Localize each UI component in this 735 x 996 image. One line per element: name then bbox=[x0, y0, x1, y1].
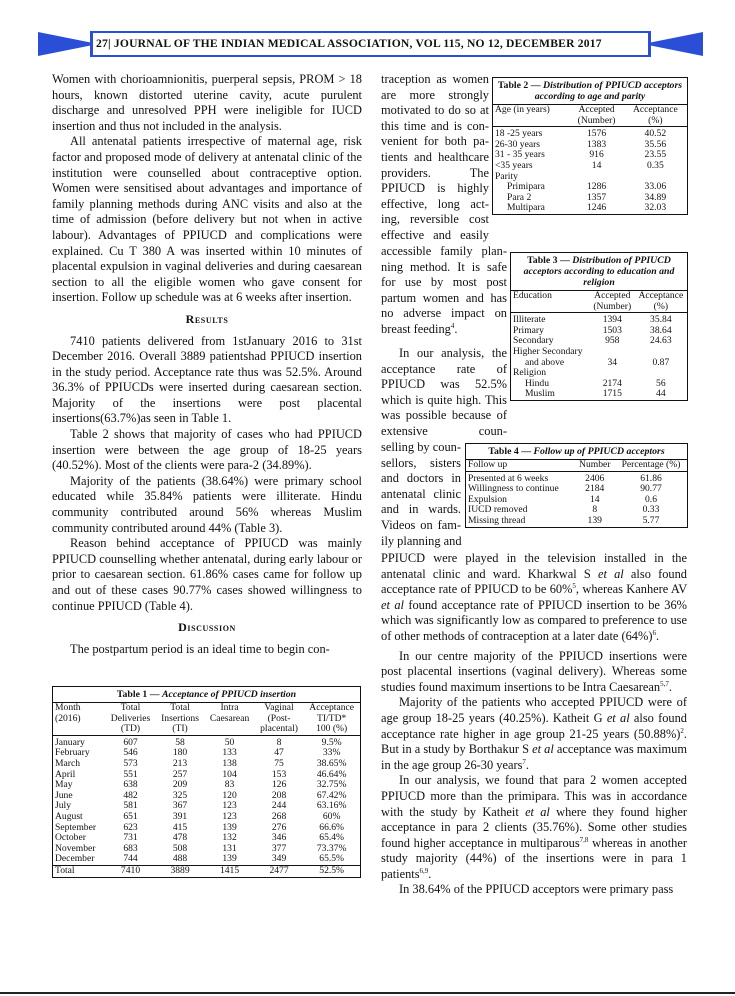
text-line: traception as women bbox=[381, 72, 489, 86]
table-cell: 349 bbox=[255, 854, 304, 865]
text-line: and doctors in bbox=[381, 471, 461, 486]
table-row bbox=[53, 801, 360, 812]
table-cell: April bbox=[55, 768, 76, 780]
text-line: ning method. It is safe bbox=[381, 259, 507, 274]
table-cell: IUCD removed bbox=[468, 504, 528, 516]
table-cell: September bbox=[55, 821, 97, 833]
text-line: PPIUCD is highly bbox=[381, 181, 489, 196]
table-cell: Primary bbox=[513, 324, 544, 336]
table-cell: 638 bbox=[123, 779, 138, 791]
table-header-row bbox=[53, 714, 360, 725]
table-cell: 1286 bbox=[586, 181, 607, 193]
table-cell: 551 bbox=[123, 768, 138, 780]
paragraph-results-4: Reason behind acceptance of PPIUCD was mainly PPIUCD counselling whether antenatal, during early labour or prior to caesarean section. 61.86% cases came for follow up and out of these cases 90.77% cases showed willingness to continue PPIUCD (Table 4). bbox=[52, 536, 362, 613]
table-4-grid bbox=[466, 460, 687, 527]
table-4 bbox=[465, 443, 688, 528]
table-row bbox=[53, 812, 360, 823]
table-header-cell: (Number) bbox=[590, 302, 635, 313]
text-line: Videos on fam- bbox=[381, 517, 461, 532]
right-column-body bbox=[381, 551, 687, 898]
text-line: motivated to do so at bbox=[381, 103, 489, 118]
table-cell: 40.52 bbox=[644, 128, 667, 140]
table-cell: Total bbox=[55, 864, 75, 876]
left-column bbox=[52, 72, 362, 657]
text-line: In our analysis, the bbox=[399, 346, 507, 360]
paragraph-discussion-start: The postpartum period is an ideal time to begin con- bbox=[70, 641, 330, 656]
table-cell: 33% bbox=[322, 747, 341, 759]
table-1-grid bbox=[53, 703, 360, 877]
table-cell: 34.89 bbox=[644, 191, 667, 203]
table-cell: June bbox=[55, 789, 73, 801]
table-4-number: Table 4 — bbox=[488, 446, 532, 457]
text-line: sellors, sisters bbox=[381, 455, 461, 470]
right-arrow-decoration bbox=[643, 32, 703, 56]
table-cell: 32.03 bbox=[644, 202, 667, 214]
table-cell: 546 bbox=[123, 747, 138, 759]
text-line: providers. The bbox=[381, 165, 489, 180]
table-cell: August bbox=[55, 810, 83, 822]
table-header-cell bbox=[511, 302, 590, 313]
table-cell: 47 bbox=[274, 747, 284, 759]
table-cell: 35.84 bbox=[650, 314, 672, 326]
paragraph-age-group: Majority of the patients who accepted PPIUCD were of age group 18-25 years (40.25%). Katheit G et al also found acceptance rate higher in age group 21-25 years $(50.88\%)^2$. But in a study by Borthakur S et al acceptance was maximum in the age group 26-30 years$^7$. bbox=[381, 695, 687, 772]
table-header-row bbox=[511, 302, 687, 313]
table-cell: Religion bbox=[513, 367, 547, 379]
table-header-cell: (TI) bbox=[156, 724, 205, 735]
table-cell: 5.77 bbox=[642, 514, 660, 526]
table-cell: 2477 bbox=[269, 864, 289, 876]
journal-title: JOURNAL OF THE INDIAN MEDICAL ASSOCIATION, VOL 115, NO 12, DECEMBER 2017 bbox=[113, 37, 602, 50]
table-header-cell: Accepted bbox=[594, 290, 631, 301]
journal-header bbox=[38, 30, 703, 58]
table-header-cell: Age (in years) bbox=[495, 104, 550, 115]
table-cell: 208 bbox=[271, 789, 287, 801]
table-cell: 24.63 bbox=[650, 335, 672, 347]
text-line: partum women and has bbox=[381, 290, 507, 305]
table-row bbox=[466, 516, 687, 527]
table-header-cell: Percentage (%) bbox=[615, 460, 687, 471]
table-header-cell: (%) bbox=[624, 116, 687, 127]
table-cell: January bbox=[55, 736, 85, 748]
table-cell: 26-30 years bbox=[495, 138, 541, 150]
table-row bbox=[493, 127, 687, 140]
table-cell: 83 bbox=[224, 779, 235, 791]
table-cell: 607 bbox=[123, 736, 138, 748]
table-cell: 1415 bbox=[219, 864, 240, 876]
table-header-cell: Acceptance bbox=[309, 702, 355, 713]
paragraph-centre: In our centre majority of the PPIUCD insertions were post placental insertions (vaginal delivery). Whereas some studies found maximum insertions to be Intra Caesarean$^{5,7}$. bbox=[381, 648, 687, 694]
text-line: antenatal clinic bbox=[381, 486, 461, 501]
text-line: accessible family plan- bbox=[381, 244, 507, 258]
text-fragment: breast feeding bbox=[381, 321, 451, 336]
table-cell: 139 bbox=[222, 821, 237, 833]
table-cell: 7410 bbox=[120, 864, 141, 876]
table-cell: 367 bbox=[172, 800, 188, 812]
table-cell: Multipara bbox=[507, 202, 545, 214]
text-line: ily planning and bbox=[381, 533, 462, 548]
table-cell: and above bbox=[525, 356, 565, 368]
paragraph-videos: PPIUCD were played in the television installed in the antenatal clinic and ward. Kharkwal S et al also found acceptance rate of PPIUCD to be 60%$^5$, whereas Kanhere AV et al found acceptance rate of PPIUCD insertion to be 36% which was significantly low as compared to preference to use of other methods of contraception at a later date $(64\%)^6$. bbox=[381, 551, 688, 643]
table-header-cell: Total bbox=[120, 702, 141, 713]
table-header-cell: placental) bbox=[255, 724, 304, 735]
table-cell: 180 bbox=[172, 747, 188, 759]
table-row bbox=[493, 203, 687, 214]
text-line: for use by most post bbox=[381, 275, 507, 290]
table-cell: 1357 bbox=[586, 191, 607, 203]
text-line: breast feeding$^4$. bbox=[381, 321, 458, 336]
text-line: which is quite high. This bbox=[381, 392, 507, 407]
table-header-row bbox=[466, 460, 687, 471]
table-cell: 46.64% bbox=[316, 768, 347, 780]
table-cell: 744 bbox=[105, 854, 155, 865]
table-cell: Presented at 6 weeks bbox=[468, 472, 549, 484]
table-cell: 153 bbox=[271, 768, 287, 780]
table-cell: 132 bbox=[222, 832, 237, 844]
right-wrap-block-2 bbox=[381, 244, 507, 338]
table-cell: 1715 bbox=[602, 388, 622, 400]
table-cell: 257 bbox=[172, 768, 188, 780]
table-cell: 9.5% bbox=[321, 736, 342, 748]
table-row bbox=[53, 770, 360, 781]
table-cell: 52.5% bbox=[319, 864, 345, 876]
text-line: venient for both pa- bbox=[381, 134, 489, 149]
table-cell: 23.55 bbox=[644, 149, 667, 161]
paragraph-parity: In our analysis, we found that para 2 women accepted PPIUCD more than the primipara. This was in accordance with the study by Katheit et al where they found higher acceptance in para 2 clients (35.76%). Some other studies found higher acceptance in multiparous$^{7,8}$ whereas in another study majority (44%) of the insertions were in para 1 patients$^{6,9}$. bbox=[381, 773, 687, 881]
table-1-title: Acceptance of PPIUCD insertion bbox=[161, 689, 297, 700]
table-2-title: Distribution of PPIUCD acceptors according to age and parity bbox=[534, 80, 683, 102]
table-cell: 8 bbox=[276, 736, 282, 748]
table-cell: October bbox=[55, 832, 86, 844]
text-line: extensive coun- bbox=[381, 423, 507, 438]
table-cell: 18 -25 years bbox=[495, 128, 543, 140]
table-cell: 1503 bbox=[602, 324, 622, 336]
table-cell: 120 bbox=[222, 789, 237, 801]
table-cell: 3889 bbox=[170, 864, 190, 876]
table-cell: 73.37% bbox=[316, 842, 347, 854]
table-header-cell: (Number) bbox=[569, 116, 623, 127]
table-cell: 1576 bbox=[586, 128, 607, 140]
table-cell: 478 bbox=[172, 832, 188, 844]
table-header-cell bbox=[53, 724, 105, 735]
table-header-cell: Number bbox=[574, 460, 615, 471]
table-cell: 209 bbox=[172, 779, 188, 791]
table-3 bbox=[510, 252, 688, 401]
table-header-row bbox=[511, 291, 687, 302]
citation-superscript: 4 bbox=[450, 321, 455, 330]
table-2-grid bbox=[493, 105, 687, 214]
table-cell: 2184 bbox=[585, 483, 605, 495]
table-row bbox=[53, 759, 360, 770]
table-row bbox=[53, 735, 360, 748]
table-cell: July bbox=[55, 800, 71, 812]
table-cell: 1383 bbox=[586, 138, 607, 150]
table-header-cell: Education bbox=[513, 290, 552, 301]
table-header-cell: Accepted bbox=[578, 104, 615, 115]
table-cell: 2174 bbox=[602, 377, 622, 389]
table-header-cell bbox=[493, 116, 569, 127]
table-header-cell: Month bbox=[55, 702, 81, 713]
paragraph-methods: All antenatal patients irrespective of maternal age, risk factor and proposed mode of delivery at antenatal clinic of the institution were counselled about contraceptive option. Women were sensitised about advantages and importance of family planning methods during ANC visits and also at the time of admission (before delivery but not when in active labour). Advantages of PPIUCD and complications were explained. Cu T 380 A was inserted within 10 minutes of placental expulsion in vaginal deliveries and during caesarean section to all the eligible women who gave consent for insertion. Follow up schedule was at 6 weeks after insertion. bbox=[52, 134, 362, 305]
page-bottom-rule bbox=[0, 992, 735, 994]
table-header-cell: (TD) bbox=[105, 724, 155, 735]
table-cell: 683 bbox=[123, 842, 138, 854]
table-cell: Missing thread bbox=[468, 514, 526, 526]
table-row bbox=[53, 791, 360, 802]
table-header-cell: Intra bbox=[220, 702, 239, 713]
table-1-caption bbox=[53, 687, 360, 703]
results-heading: Results bbox=[185, 311, 229, 326]
table-row bbox=[53, 844, 360, 855]
table-cell: 276 bbox=[271, 821, 287, 833]
table-cell: Secondary bbox=[513, 335, 554, 347]
table-header-row bbox=[53, 724, 360, 735]
text-line: this time and is con- bbox=[381, 118, 489, 133]
table-header-row bbox=[493, 105, 687, 116]
table-cell: 573 bbox=[123, 757, 138, 769]
table-cell: 0.87 bbox=[652, 356, 670, 368]
right-wrap-block-4 bbox=[381, 440, 461, 549]
table-cell: 38.65% bbox=[316, 757, 347, 769]
table-cell: Muslim bbox=[525, 388, 555, 400]
table-cell: 66.6% bbox=[319, 821, 345, 833]
text-line: selling by coun- bbox=[381, 440, 461, 454]
table-cell: 623 bbox=[123, 821, 138, 833]
table-cell: 14 bbox=[591, 159, 602, 171]
paragraph-exclusion: Women with chorioamnionitis, puerperal sepsis, PROM > 18 hours, known distorted uterine cavity, acute purulent discharge and unresolved PPH were ineligible for IUCD insertion and thus not included in the analysis. bbox=[52, 72, 362, 133]
table-cell: December bbox=[53, 854, 105, 865]
table-header-cell: TI/TD* bbox=[317, 712, 347, 724]
table-cell: Illiterate bbox=[513, 314, 546, 326]
table-row bbox=[511, 313, 687, 326]
table-cell: May bbox=[55, 779, 73, 791]
table-1 bbox=[52, 686, 361, 878]
table-cell: November bbox=[55, 842, 96, 854]
table-cell: 488 bbox=[156, 854, 205, 865]
table-cell: 38.64 bbox=[650, 324, 672, 336]
table-cell: 90.77 bbox=[640, 483, 662, 495]
table-cell: 377 bbox=[271, 842, 287, 854]
table-3-grid bbox=[511, 291, 687, 400]
table-cell: 8 bbox=[592, 504, 598, 516]
text-line: no adverse impact on bbox=[381, 306, 507, 321]
table-header-cell: Acceptance bbox=[638, 290, 684, 301]
table-cell: 138 bbox=[222, 757, 237, 769]
table-cell: 35.56 bbox=[644, 138, 667, 150]
text-line: PPIUCD was 52.5% bbox=[381, 377, 507, 392]
table-row bbox=[53, 748, 360, 759]
table-row bbox=[511, 347, 687, 358]
table-cell: 63.16% bbox=[316, 800, 347, 812]
table-header-cell: Vaginal bbox=[264, 702, 294, 713]
table-cell: 58 bbox=[175, 736, 185, 748]
table-row bbox=[53, 780, 360, 791]
table-header-cell: (2016) bbox=[55, 712, 81, 724]
table-header-cell: (Post- bbox=[267, 712, 291, 724]
text-line: and in wards. bbox=[381, 502, 461, 517]
table-header-cell: Insertions bbox=[161, 712, 199, 724]
table-2 bbox=[492, 77, 688, 215]
table-cell: 50 bbox=[224, 736, 235, 748]
table-cell: March bbox=[55, 757, 81, 769]
table-header-cell: (%) bbox=[635, 302, 687, 313]
table-cell: 75 bbox=[274, 757, 284, 769]
table-cell bbox=[590, 347, 635, 358]
table-row bbox=[53, 865, 360, 876]
paragraph-results-3: Majority of the patients (38.64%) were primary school educated while 35.84% patients were illiterate. Hindu community contributed around 56% whereas Muslim community contributed around 44% (Table 3). bbox=[52, 473, 362, 535]
table-row bbox=[53, 823, 360, 834]
table-cell: 916 bbox=[589, 149, 604, 161]
table-cell: 325 bbox=[172, 789, 188, 801]
text-line: are more strongly bbox=[381, 87, 489, 102]
table-cell: 56 bbox=[656, 377, 666, 389]
paragraph-results-1: 7410 patients delivered from 1stJanuary 2016 to 31st December 2016. Overall 3889 patientshad PPIUCD insertion in the study period. Acceptance rate thus was 52.5%. Around 36.3% of PPIUCDs were inserted during caesarean section. Majority of the insertions were post placental insertions(63.7%)as seen in Table 1. bbox=[52, 333, 362, 426]
table-cell: 482 bbox=[123, 789, 138, 801]
discussion-heading: Discussion bbox=[178, 620, 236, 635]
table-cell: Parity bbox=[495, 170, 518, 182]
table-cell: 33.06 bbox=[644, 181, 667, 193]
table-cell: 213 bbox=[172, 757, 188, 769]
table-cell: Willingness to continue bbox=[468, 483, 559, 495]
right-wrap-block-3 bbox=[381, 346, 507, 440]
table-cell: 1246 bbox=[586, 202, 607, 214]
paragraph-education: In 38.64% of the PPIUCD acceptors were primary pass bbox=[399, 882, 674, 897]
table-cell: 0.6 bbox=[645, 493, 657, 505]
table-2-number: Table 2 — bbox=[497, 80, 541, 91]
table-2-caption bbox=[493, 78, 687, 105]
table-cell: 2406 bbox=[585, 472, 605, 484]
table-cell: 346 bbox=[271, 832, 287, 844]
table-cell: 958 bbox=[605, 335, 620, 347]
table-cell: 126 bbox=[271, 779, 287, 791]
table-cell: 60% bbox=[322, 810, 341, 822]
table-cell: 581 bbox=[123, 800, 138, 812]
table-row bbox=[493, 161, 687, 172]
text-line: was possible because of bbox=[381, 408, 507, 423]
right-wrap-block-1 bbox=[381, 72, 489, 244]
table-3-number: Table 3 — bbox=[527, 255, 570, 266]
table-cell: 34 bbox=[607, 356, 618, 368]
table-cell: 61.86 bbox=[640, 472, 662, 484]
table-row bbox=[511, 389, 687, 400]
table-cell: <35 years bbox=[495, 159, 533, 171]
table-cell: 104 bbox=[222, 768, 237, 780]
text-line: tients and healthcare bbox=[381, 149, 489, 164]
table-cell: Para 2 bbox=[507, 191, 532, 203]
table-header-cell: 100 (%) bbox=[303, 724, 360, 735]
table-1-number: Table 1 — bbox=[116, 689, 160, 700]
table-cell: 0.33 bbox=[642, 504, 660, 516]
table-cell: 139 bbox=[204, 854, 254, 865]
table-3-title: Distribution of PPIUCD acceptors according to education and religion bbox=[523, 255, 675, 288]
table-header-cell: Follow up bbox=[466, 460, 574, 471]
table-cell: 139 bbox=[587, 514, 602, 526]
table-4-caption bbox=[466, 444, 687, 460]
text-line: effective, long act- bbox=[381, 196, 489, 211]
table-cell: 123 bbox=[222, 810, 237, 822]
table-cell: 651 bbox=[123, 810, 138, 822]
table-header-cell: Deliveries bbox=[110, 712, 151, 724]
table-cell: 65.5% bbox=[303, 854, 360, 865]
table-cell: 415 bbox=[172, 821, 188, 833]
table-row bbox=[53, 833, 360, 844]
table-cell: 65.4% bbox=[319, 832, 345, 844]
table-header-row bbox=[53, 703, 360, 714]
table-cell: 31 - 35 years bbox=[495, 149, 545, 161]
table-cell: 508 bbox=[172, 842, 188, 854]
table-cell: 244 bbox=[271, 800, 287, 812]
table-cell: Primipara bbox=[507, 181, 545, 193]
table-cell: 268 bbox=[271, 810, 287, 822]
paragraph-results-2: Table 2 shows that majority of cases who had PPIUCD insertion were between the age group of 18-25 years (40.52%). Most of the clients were para-2 (34.89%). bbox=[52, 427, 362, 473]
text-line: ing, reversible cost bbox=[381, 212, 489, 227]
table-cell: Expulsion bbox=[468, 493, 507, 505]
table-4-title: Follow up of PPIUCD acceptors bbox=[533, 446, 665, 457]
left-arrow-decoration bbox=[38, 32, 98, 56]
table-header-cell bbox=[204, 724, 254, 735]
text-line: effective and easily bbox=[381, 227, 489, 242]
table-cell: 131 bbox=[222, 842, 237, 854]
table-header-cell: Total bbox=[170, 702, 190, 713]
table-cell: 1394 bbox=[602, 314, 622, 326]
table-cell: 44 bbox=[656, 388, 666, 400]
table-cell: 123 bbox=[222, 800, 237, 812]
text-line: acceptance rate of bbox=[381, 361, 507, 376]
table-cell: 32.75% bbox=[316, 779, 347, 791]
table-cell: 0.35 bbox=[646, 159, 664, 171]
page-number: 27 bbox=[96, 37, 108, 50]
table-cell bbox=[635, 347, 687, 358]
table-cell: Hindu bbox=[525, 377, 549, 389]
table-cell: Higher Secondary bbox=[513, 345, 583, 357]
table-cell: 391 bbox=[172, 810, 188, 822]
table-row bbox=[53, 854, 360, 865]
table-cell: 14 bbox=[589, 493, 600, 505]
table-header-cell: Acceptance bbox=[632, 104, 678, 115]
table-cell: 67.42% bbox=[316, 789, 347, 801]
table-cell: February bbox=[55, 747, 90, 759]
header-text: 27| JOURNAL OF THE INDIAN MEDICAL ASSOCIATION, VOL 115, NO 12, DECEMBER 2017 bbox=[96, 37, 602, 50]
table-cell: 133 bbox=[222, 747, 237, 759]
table-header-cell: Caesarean bbox=[209, 712, 250, 724]
table-header-row bbox=[493, 116, 687, 127]
table-3-caption bbox=[511, 253, 687, 291]
table-cell: 731 bbox=[123, 832, 138, 844]
